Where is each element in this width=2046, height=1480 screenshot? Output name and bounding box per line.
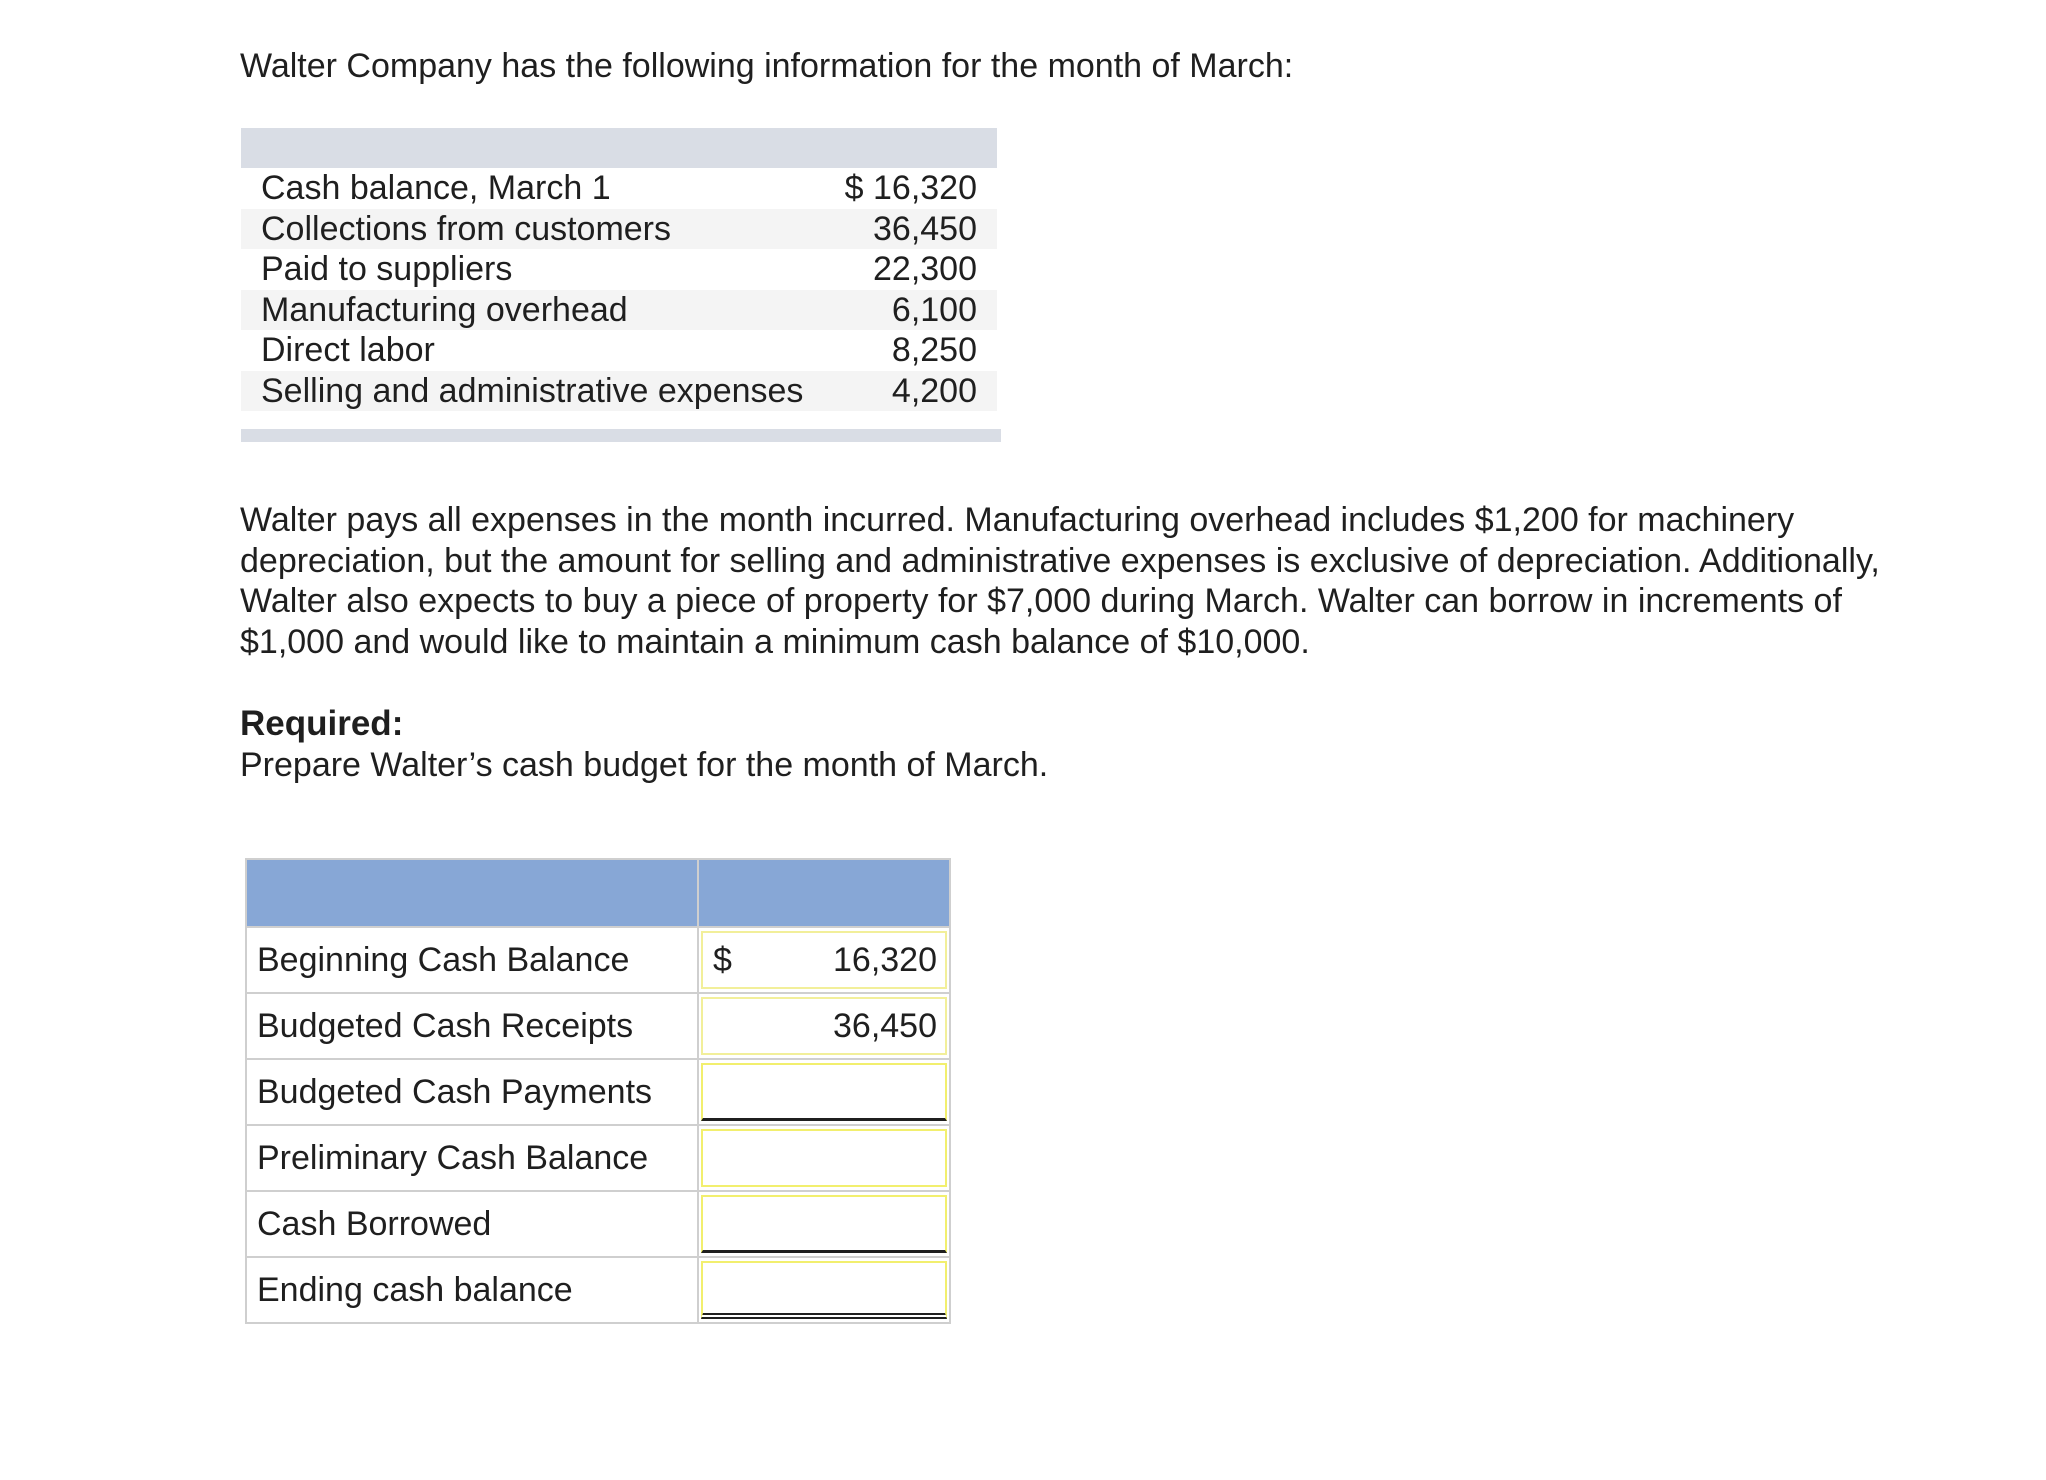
info-value: $ 16,320 — [844, 169, 977, 207]
info-label: Selling and administrative expenses — [261, 371, 804, 410]
budget-row-label: Beginning Cash Balance — [246, 927, 698, 993]
info-value: 4,200 — [891, 371, 977, 410]
info-row — [241, 209, 997, 250]
budget-row-value-cell — [698, 1191, 950, 1257]
cash-budget-table — [245, 858, 951, 1324]
budget-header-label-cell — [246, 859, 698, 927]
info-value: 8,250 — [891, 331, 977, 369]
budget-row — [246, 1257, 950, 1323]
info-value: 22,300 — [873, 250, 977, 288]
budget-row — [246, 927, 950, 993]
budget-value: 16,320 — [833, 940, 937, 979]
info-row — [241, 168, 997, 209]
dollar-sign: $ — [713, 940, 732, 979]
info-row — [241, 290, 997, 331]
budget-row-value-cell — [698, 993, 950, 1059]
budget-row — [246, 993, 950, 1059]
budget-value-field — [701, 931, 947, 989]
budget-row — [246, 1059, 950, 1125]
info-value: 6,100 — [891, 290, 977, 329]
budget-cash-payments-input[interactable] — [701, 1063, 947, 1121]
budget-cash-borrowed-input[interactable] — [701, 1195, 947, 1253]
budget-value-field — [701, 997, 947, 1055]
budget-row — [246, 1191, 950, 1257]
info-label: Cash balance, March 1 — [261, 169, 611, 207]
budget-row-value-cell — [698, 1125, 950, 1191]
info-table-header — [241, 128, 997, 168]
budget-row-value-cell — [698, 927, 950, 993]
budget-value: 36,450 — [833, 1006, 937, 1045]
budget-row-label: Preliminary Cash Balance — [246, 1125, 698, 1191]
problem-paragraph: Walter pays all expenses in the month incurred. Manufacturing overhead includes $1,200 for machinery depreciation, but the amount for selling and administrative expenses is exclusive of depreciation. Additionally, Walter also expects to buy a piece of property for $7,000 during March. Walter can borrow in increments of $1,000 and would like to maintain a minimum cash balance of $10,000. — [240, 501, 1880, 661]
info-row — [241, 371, 997, 412]
info-label: Collections from customers — [261, 209, 672, 248]
required-label: Required: — [240, 704, 404, 743]
info-table-body — [241, 168, 997, 411]
info-value: 36,450 — [873, 209, 977, 248]
problem-intro: Walter Company has the following information for the month of March: — [240, 47, 1294, 85]
info-label: Manufacturing overhead — [261, 290, 628, 329]
budget-row-label: Ending cash balance — [246, 1257, 698, 1323]
info-row — [241, 249, 997, 290]
info-label: Paid to suppliers — [261, 250, 513, 288]
info-row — [241, 330, 997, 371]
required-text: Prepare Walter’s cash budget for the month of March. — [240, 746, 1049, 784]
info-table-footer — [241, 429, 1001, 442]
budget-row-label: Budgeted Cash Payments — [246, 1059, 698, 1125]
budget-row-value-cell — [698, 1059, 950, 1125]
budget-row-label: Budgeted Cash Receipts — [246, 993, 698, 1059]
info-label: Direct labor — [261, 331, 435, 369]
budget-row-value-cell — [698, 1257, 950, 1323]
budget-row-label: Cash Borrowed — [246, 1191, 698, 1257]
budget-header-value-cell — [698, 859, 950, 927]
info-table — [241, 128, 997, 442]
budget-ending-balance-input[interactable] — [701, 1261, 947, 1319]
budget-header-row — [246, 859, 950, 927]
budget-row — [246, 1125, 950, 1191]
budget-preliminary-balance-input[interactable] — [701, 1129, 947, 1187]
